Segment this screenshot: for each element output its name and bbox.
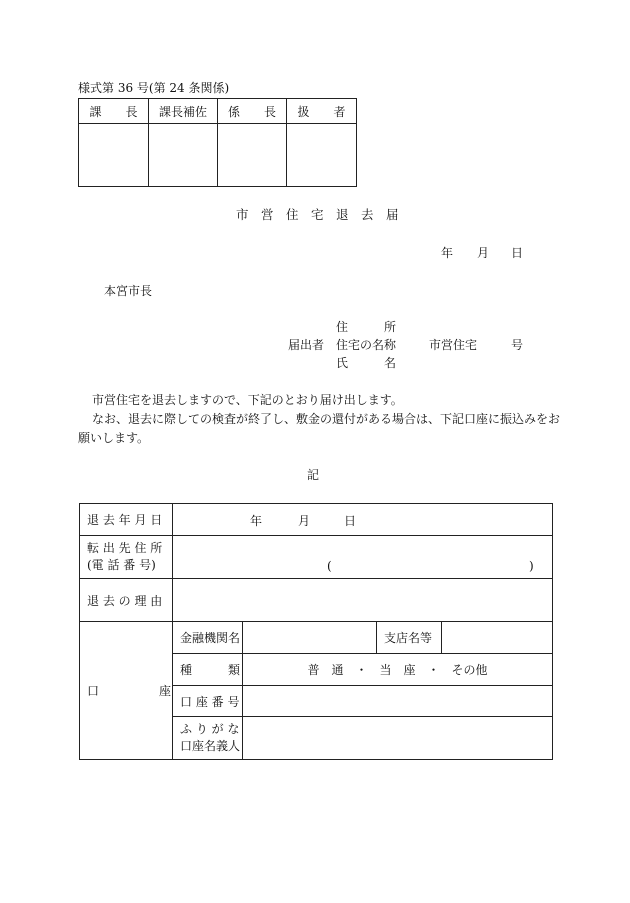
new-address-field[interactable]	[173, 536, 553, 579]
bank-name-field[interactable]	[243, 622, 377, 654]
body-text-line-1: 市営住宅を退去しますので、下記のとおり届け出します。	[92, 393, 403, 407]
applicant-label: 届出者	[288, 338, 325, 352]
account-holder-field[interactable]	[243, 717, 553, 760]
date-year: 年	[441, 246, 454, 260]
new-address-label	[80, 536, 173, 579]
body-text-line-3: 願いします。	[78, 431, 150, 445]
phone-paren-close: )	[529, 558, 534, 573]
furigana-label: ふ り が な	[180, 722, 240, 736]
body-text-line-2: なお、退去に際しての検査が終了し、敷金の還付がある場合は、下記口座に振込みをお	[92, 412, 561, 426]
branch-field[interactable]	[442, 622, 553, 654]
account-number-label: 口 座 番 号	[173, 686, 243, 717]
account-holder-label	[173, 717, 243, 760]
new-address-label-line: 転 出 先 住 所	[87, 541, 163, 555]
date-month: 月	[477, 246, 490, 260]
approval-stamp-box[interactable]	[149, 124, 218, 187]
move-out-year: 年	[250, 513, 263, 528]
account-type-label: 種 類	[173, 654, 243, 686]
approval-header-handler: 扱 者	[287, 99, 357, 124]
account-number-field[interactable]	[243, 686, 553, 717]
bank-name-label: 金融機関名	[173, 622, 243, 654]
approval-stamp-box[interactable]	[218, 124, 287, 187]
date-day: 日	[511, 246, 524, 260]
approval-stamp-box[interactable]	[79, 124, 149, 187]
approval-header-section-chief: 課 長	[79, 99, 149, 124]
applicant-address-label: 住 所	[336, 320, 397, 334]
phone-number-label-line: (電 話 番 号)	[87, 558, 156, 572]
approval-header-unit-chief: 係 長	[218, 99, 287, 124]
housing-name-value: 市営住宅	[429, 338, 478, 352]
reason-field[interactable]	[173, 579, 553, 622]
move-out-date-field[interactable]	[173, 504, 553, 536]
move-out-month: 月	[298, 513, 311, 528]
approval-header-deputy-chief: 課長補佐	[149, 99, 218, 124]
phone-paren-open: (	[327, 558, 332, 573]
details-table	[79, 503, 553, 760]
form-number: 様式第 36 号(第 24 条関係)	[78, 81, 230, 95]
reason-label: 退 去 の 理 由	[80, 579, 173, 622]
move-out-date-label: 退 去 年 月 日	[80, 504, 173, 536]
housing-name-label: 住宅の名称	[336, 338, 397, 352]
housing-number-suffix: 号	[511, 338, 524, 352]
document-title: 市 営 住 宅 退 去 届	[236, 207, 399, 222]
move-out-day: 日	[344, 513, 357, 528]
approval-stamp-box[interactable]	[287, 124, 357, 187]
account-label: 口 座	[80, 622, 173, 760]
account-type-options[interactable]: 普 通 ・ 当 座 ・ その他	[243, 654, 553, 686]
branch-label: 支店名等	[377, 622, 442, 654]
ki-heading: 記	[307, 468, 320, 482]
account-holder-name-label: 口座名義人	[180, 739, 241, 753]
approval-stamp-table	[78, 98, 357, 187]
addressee: 本宮市長	[104, 284, 153, 298]
applicant-name-label: 氏 名	[336, 356, 397, 370]
